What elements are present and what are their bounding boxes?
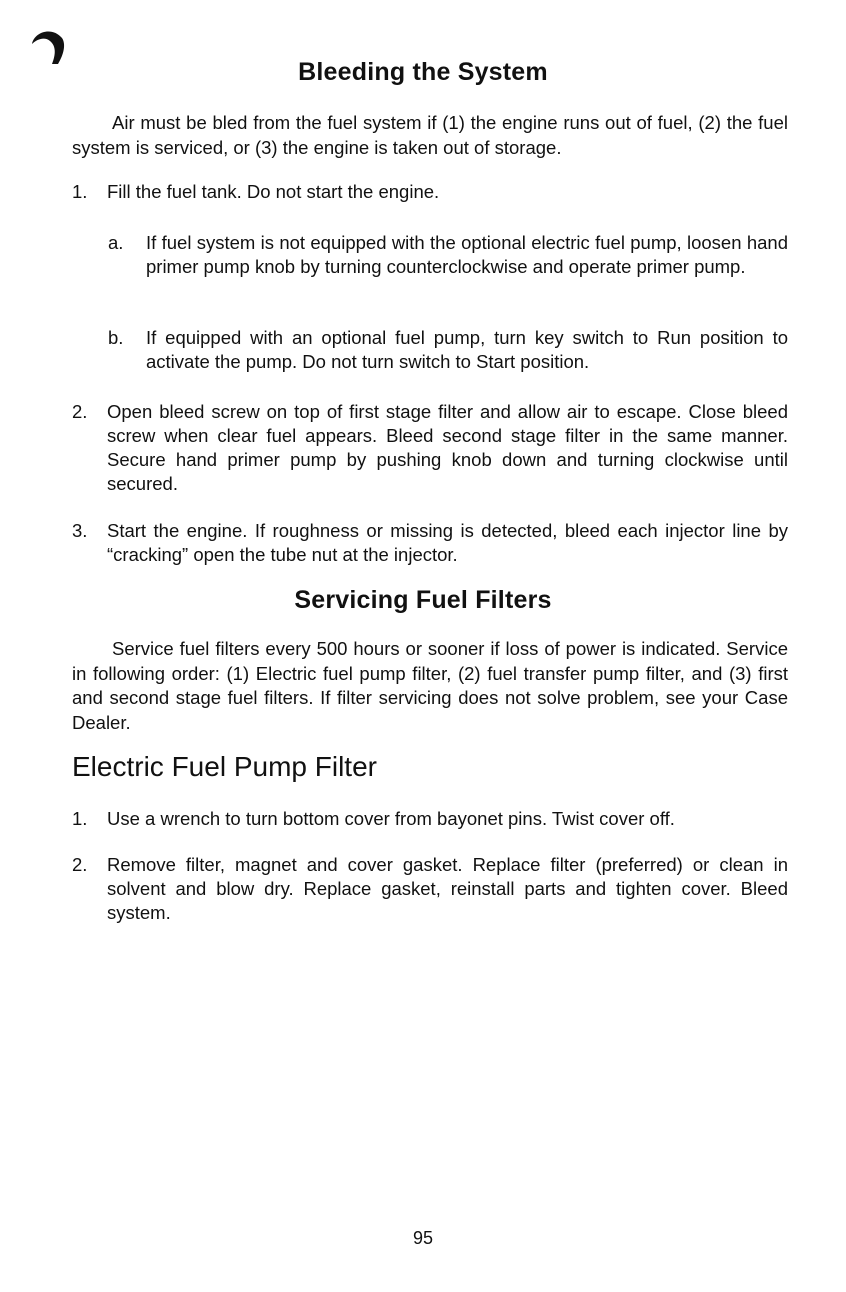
step-text: Open bleed screw on top of first stage filter and allow air to escape. Close bleed screw when clear fuel appears. Bleed second stage filter in the same manner. Secure hand primer pump by pushing knob down and turning clockwise until secured. bbox=[107, 401, 788, 494]
substep-text: If fuel system is not equipped with the optional electric fuel pump, loosen hand primer pump knob by turning counterclockwise and operate primer pump. bbox=[146, 232, 788, 277]
bleeding-substep-b bbox=[108, 326, 788, 374]
step-number: 2. bbox=[72, 401, 88, 422]
bleeding-step-2 bbox=[72, 400, 788, 496]
page-number: 95 bbox=[412, 1228, 434, 1248]
step-number: 1. bbox=[72, 181, 88, 202]
pump-filter-step-1 bbox=[72, 807, 788, 831]
bleeding-step-3 bbox=[72, 519, 788, 567]
bleeding-step-1 bbox=[72, 180, 788, 204]
substep-text: If equipped with an optional fuel pump, turn key switch to Run position to activate the pump. Do not turn switch to Start position. bbox=[146, 327, 788, 372]
step-number: 2. bbox=[72, 854, 88, 875]
section-title-bleeding: Bleeding the System bbox=[298, 58, 548, 86]
pump-filter-step-2 bbox=[72, 853, 788, 925]
bleeding-substep-a bbox=[108, 231, 788, 279]
step-number: 1. bbox=[72, 808, 88, 829]
section-title-servicing: Servicing Fuel Filters bbox=[294, 586, 552, 614]
substep-letter: a. bbox=[108, 232, 124, 253]
step-number: 3. bbox=[72, 520, 88, 541]
servicing-intro-paragraph: Service fuel filters every 500 hours or sooner if loss of power is indicated. Service in following order: (1) Electric fuel pump filter, (2) fuel transfer pump filter, and (3) first and second stage fuel filters. If filter servicing does not solve problem, see your Case Dealer. bbox=[72, 638, 788, 733]
section-title-electric-pump-filter: Electric Fuel Pump Filter bbox=[72, 751, 377, 782]
step-text: Fill the fuel tank. Do not start the engine. bbox=[107, 181, 440, 202]
step-text: Use a wrench to turn bottom cover from bayonet pins. Twist cover off. bbox=[107, 808, 675, 829]
substep-letter: b. bbox=[108, 327, 124, 348]
step-text: Remove filter, magnet and cover gasket. Replace filter (preferred) or clean in solvent and blow dry. Replace gasket, reinstall parts and tighten cover. Bleed system. bbox=[107, 854, 788, 923]
step-text: Start the engine. If roughness or missing is detected, bleed each injector line by “cracking” open the tube nut at the injector. bbox=[107, 520, 788, 565]
bleeding-intro-paragraph: Air must be bled from the fuel system if (1) the engine runs out of fuel, (2) the fuel system is serviced, or (3) the engine is taken out of storage. bbox=[72, 112, 788, 158]
